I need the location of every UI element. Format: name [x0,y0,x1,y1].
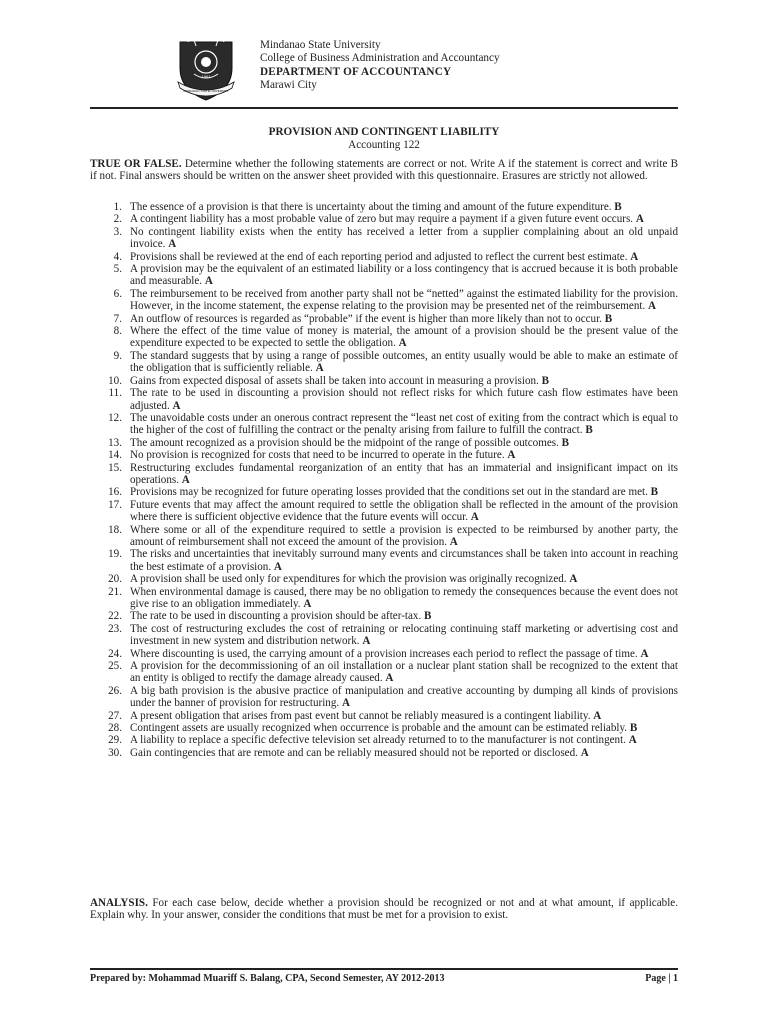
question-text: Restructuring excludes fundamental reorganization of an entity that has an immaterial and insignificant impact on its operations. [130,461,678,486]
answer-key: A [628,734,637,747]
question-text: The amount recognized as a provision should be the midpoint of the range of possible outcomes. [130,436,562,449]
document-title-block [90,126,678,152]
question-text: Gain contingencies that are remote and can be reliably measured should not be reported or disclosed. [130,746,581,759]
answer-key: B [541,374,550,387]
question-item [90,499,678,524]
question-number: 27. [108,709,122,722]
answer-key: A [362,635,371,648]
question-item [90,685,678,710]
answer-key: A [385,672,394,685]
question-number: 9. [113,349,122,362]
question-number: 1. [113,201,122,213]
question-item [90,660,678,685]
footer-divider [90,968,678,970]
question-number: 8. [113,325,122,338]
question-text: The standard suggests that by using a range of possible outcomes, an entity usually would be able to make an estimate of the obligation that is sufficiently reliable. [130,349,678,375]
question-item [90,325,678,350]
question-number: 19. [108,548,122,561]
answer-key: A [569,573,578,586]
question-number: 20. [108,573,122,586]
question-item [90,449,678,461]
instructions-text: Determine whether the following statements are correct or not. Write A if the statement is correct and write B if not. Final answers should be written on the answer sheet provided with this questionnaire. Erasures are strictly not allowed. [90,158,678,183]
answer-key: A [315,362,324,375]
question-number: 14. [108,449,122,462]
answer-key: A [470,511,479,524]
answer-key: A [507,449,516,462]
page-number: Page | 1 [645,973,678,984]
question-number: 12. [108,411,122,424]
city-name: Marawi City [260,78,317,91]
question-item [90,350,678,375]
question-number: 22. [108,610,122,623]
question-text: No contingent liability exists when the entity has received a letter from a supplier complaining about an old unpaid invoice. [130,225,678,251]
document-title: PROVISION AND CONTINGENT LIABILITY [268,126,500,138]
question-text: A big bath provision is the abusive practice of manipulation and creative accounting by dumping all kinds of provisions under the banner of provision for restructuring. [130,684,678,710]
prepared-by: Prepared by: Mohammad Muariff S. Balang, CPA, Second Semester, AY 2012-2013 [90,973,445,984]
question-text: A contingent liability has a most probable value of zero but may require a payment if a given future event occurs. [130,213,636,226]
question-item [90,288,678,313]
question-text: The unavoidable costs under an onerous contract represent the “least net cost of exiting from the contract which is equal to the higher of the cost of fulfilling the contract or the penalty arising from failure to fulfill the contract. [130,411,678,437]
answer-key: A [630,250,639,263]
answer-key: A [341,697,350,710]
letterhead [90,28,678,108]
answer-key: B [585,424,593,437]
question-number: 3. [113,225,122,238]
question-item [90,648,678,660]
question-item [90,226,678,251]
question-text: The rate to be used in discounting a provision should not reflect risks for which future cash flow estimates have been adjusted. [130,387,678,412]
question-number: 6. [113,287,122,300]
question-number: 15. [108,461,122,474]
question-item [90,486,678,498]
question-number: 26. [108,684,122,697]
question-item [90,710,678,722]
question-number: 13. [108,436,122,449]
question-item [90,462,678,487]
answer-key: B [424,610,432,623]
college-name: College of Business Administration and Accountancy [260,52,500,65]
question-item [90,722,678,734]
question-text: A liability to replace a specific defective television set already returned to to the manufacturer is not contingent. [130,734,629,747]
answer-key: A [168,238,177,251]
question-number: 30. [108,746,122,759]
question-number: 25. [108,660,122,673]
course-name: Accounting 122 [348,139,420,151]
section-lead-analysis: ANALYSIS. [90,897,148,909]
question-item [90,251,678,263]
question-item [90,610,678,622]
question-number: 4. [113,250,122,263]
question-item [90,387,678,412]
question-text: Where discounting is used, the carrying amount of a provision increases each period to reflect the passage of time. [130,647,641,660]
question-item [90,573,678,585]
question-text: Gains from expected disposal of assets shall be taken into account in measuring a provision. [130,374,542,387]
seal-ribbon-text: MINDANAO STATE UNIVERSITY [183,89,229,93]
question-text: The cost of restructuring excludes the cost of retraining or relocating continuing staff marketing or advertising cost and investment in new system and distribution network. [130,622,678,648]
header-divider [90,107,678,109]
question-text: The essence of a provision is that there is uncertainty about the timing and amount of the future expenditure. [130,201,615,213]
answer-key: B [650,486,659,499]
question-item [90,524,678,549]
question-number: 16. [108,486,122,499]
question-number: 18. [108,523,122,536]
question-item [90,747,678,759]
answer-key: A [303,598,312,610]
answer-key: A [273,560,282,573]
question-text: No provision is recognized for costs that need to be incurred to operate in the future. [130,449,508,462]
question-text: Where some or all of the expenditure required to settle a provision is expected to be reimbursed by another party, the amount of reimbursement shall not exceed the amount of the provision. [130,523,678,548]
analysis-paragraph [90,897,678,922]
question-text: Provisions shall be reviewed at the end of each reporting period and adjusted to reflect the current best estimate. [130,250,631,263]
question-number: 23. [108,622,122,635]
answer-key: A [635,213,644,226]
question-number: 10. [108,374,122,387]
question-text: When environmental damage is caused, there may be no obligation to remedy the consequences because the event does not give rise to an obligation immediately. [130,585,678,610]
question-text: A provision may be the equivalent of an estimated liability or a loss contingency that is accrued because it is both probable and measurable. [130,263,678,288]
question-item [90,412,678,437]
question-text: An outflow of resources is regarded as “probable” if the event is higher than more likely than not to occur. [130,312,605,325]
seal-year-text: 1961 [201,74,211,79]
page-footer [90,973,678,984]
section-lead-true-false: TRUE OR FALSE. [90,158,182,170]
question-number: 2. [113,213,122,226]
question-item [90,734,678,746]
question-text: Where the effect of the time value of money is material, the amount of a provision should be the present value of the expenditure expected to be expected to settle the obligation. [130,325,678,350]
question-item [90,437,678,449]
question-item [90,201,678,213]
analysis-text: For each case below, decide whether a provision should be recognized or not and at what amount, if applicable. Explain why. In your answer, consider the conditions that must be met for a provision to exist. [90,897,678,922]
answer-key: A [204,275,213,288]
question-text: The rate to be used in discounting a provision should be after-tax. [130,610,424,623]
answer-key: A [449,535,458,548]
question-number: 28. [108,722,122,735]
question-item [90,375,678,387]
answer-key: A [172,399,181,412]
answer-key: A [580,746,589,759]
question-list [90,201,678,759]
question-number: 29. [108,734,122,747]
question-number: 17. [108,498,122,511]
university-name: Mindanao State University [260,39,381,51]
answer-key: A [181,473,190,486]
question-number: 5. [113,263,122,276]
question-number: 7. [113,312,122,325]
instructions-paragraph [90,158,678,183]
answer-key: A [593,709,602,722]
answer-key: B [614,201,622,213]
question-item [90,548,678,573]
question-item [90,263,678,288]
answer-key: A [398,337,407,350]
question-text: A provision for the decommissioning of an oil installation or a nuclear plant station shall be recognized to the extent that an entity is obliged to rectify the damage already caused. [130,660,678,685]
answer-key: B [561,436,570,449]
question-item [90,213,678,225]
question-number: 24. [108,647,122,660]
department-name: DEPARTMENT OF ACCOUNTANCY [260,65,452,78]
question-text: A provision shall be used only for expenditures for which the provision was originally recognized. [130,573,570,586]
question-number: 21. [108,585,122,598]
question-text: Provisions may be recognized for future operating losses provided that the conditions set out in the standard are met. [130,486,651,499]
question-text: Contingent assets are usually recognized when occurrence is probable and the amount can be estimated reliably. [130,722,630,735]
answer-key: A [648,300,657,313]
question-item [90,623,678,648]
answer-key: B [629,722,638,735]
answer-key: A [640,647,649,660]
question-item [90,313,678,325]
question-item [90,586,678,611]
question-text: The reimbursement to be received from another party shall not be “netted” against the estimated liability for the provision. However, in the income statement, the expense relating to the provision may be presented net of the reimbursement. [130,287,678,313]
question-text: Future events that may affect the amount required to settle the obligation shall be reflected in the amount of the provision where there is sufficient objective evidence that the future events will occur. [130,498,678,524]
question-text: The risks and uncertainties that inevitably surround many events and circumstances shall be taken into account in reaching the best estimate of a provision. [130,548,678,573]
answer-key: B [604,312,613,325]
university-seal-icon [174,28,238,102]
institution-block [260,39,500,92]
question-number: 11. [108,387,122,400]
question-text: A present obligation that arises from past event but cannot be reliably measured is a contingent liability. [130,709,594,722]
